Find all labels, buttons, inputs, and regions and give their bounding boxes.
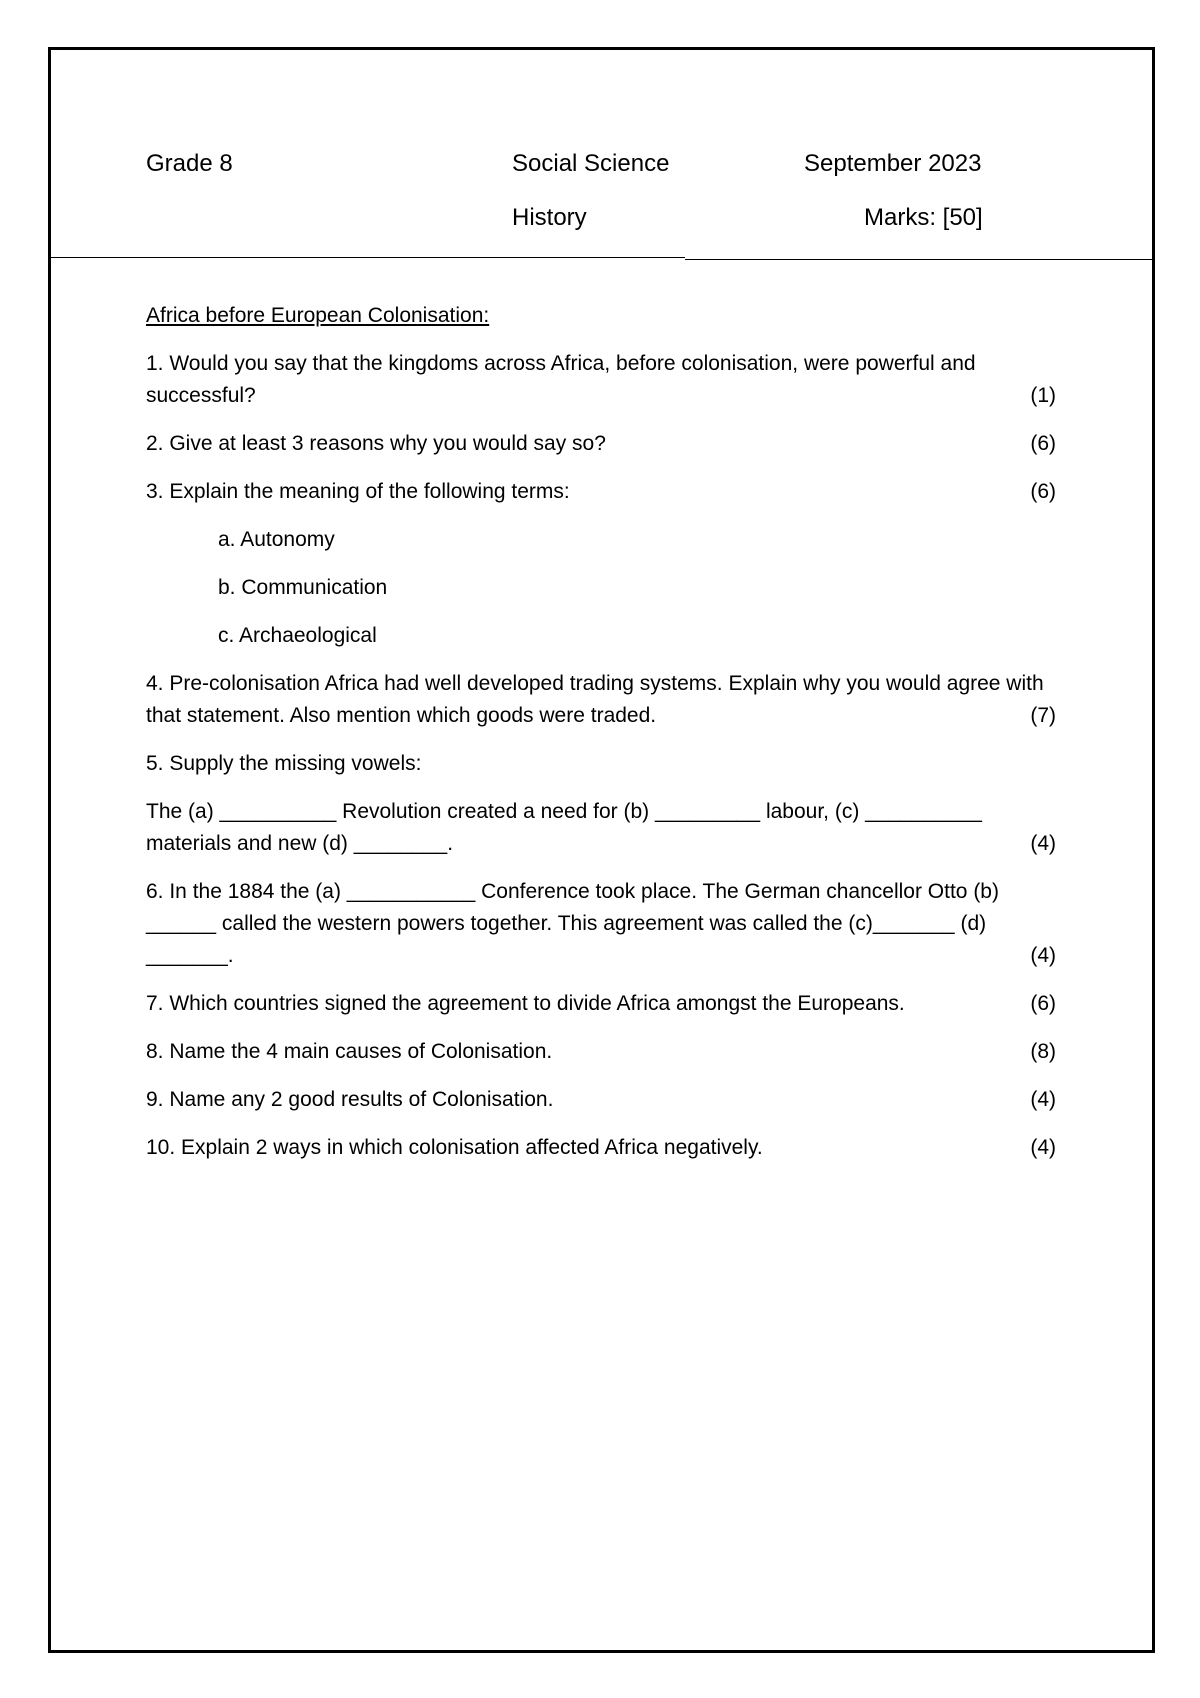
question-2 [146,428,1056,460]
question-1 [146,348,1056,412]
blank-line: 6. In the 1884 the (a) ___________ Conference took place. The German chancellor Otto (b) [146,880,999,903]
date-label: September 2023 [804,150,982,177]
grade-label: Grade 8 [146,150,233,177]
question-text: 3. Explain the meaning of the following terms: [146,480,570,503]
question-text: 4. Pre-colonisation Africa had well developed trading systems. Explain why you would agree with that statement. Also mention which goods were traded. [146,672,1044,727]
question-text: 1. Would you say that the kingdoms across Africa, before colonisation, were powerful and successful? [146,352,976,407]
blank-line: materials and new (d) ________. [146,832,454,855]
question-3 [146,476,1056,508]
question-mark: (4) [1030,1088,1056,1111]
question-text: 8. Name the 4 main causes of Colonisation. [146,1040,553,1063]
question-7 [146,988,1056,1020]
question-text: 9. Name any 2 good results of Colonisation. [146,1088,554,1111]
question-9 [146,1084,1056,1116]
question-mark: (6) [1030,480,1056,503]
question-text: 10. Explain 2 ways in which colonisation affected Africa negatively. [146,1136,763,1159]
question-mark: (4) [1030,1136,1056,1159]
question-mark: (4) [1030,832,1056,855]
term-item: b. Communication [218,576,388,599]
question-mark: (6) [1030,992,1056,1015]
marks-total: Marks: [50] [864,204,983,231]
header-divider-right [685,259,1155,260]
question-5 [146,748,1056,780]
blank-line: The (a) __________ Revolution created a need for (b) _________ labour, (c) __________ [146,800,982,823]
subject-label: Social Science [512,150,670,177]
question-mark: (6) [1030,432,1056,455]
section-title: Africa before European Colonisation: [146,304,490,327]
blank-line: ______ called the western powers together. This agreement was called the (c)_______ (d) [146,912,987,935]
fill-in-blanks-5 [146,796,1056,860]
term-item: a. Autonomy [218,528,335,551]
question-text: 2. Give at least 3 reasons why you would say so? [146,432,606,455]
blank-line: _______. [146,944,234,967]
question-mark: (8) [1030,1040,1056,1063]
term-item: c. Archaeological [218,624,377,647]
question-mark: (7) [1030,704,1056,727]
question-mark: (4) [1030,944,1056,967]
question-10 [146,1132,1056,1164]
topic-label: History [512,204,587,231]
question-8 [146,1036,1056,1068]
question-text: 5. Supply the missing vowels: [146,752,422,775]
question-mark: (1) [1030,384,1056,407]
question-text: 7. Which countries signed the agreement to divide Africa amongst the Europeans. [146,992,905,1015]
question-4 [146,668,1056,732]
question-list [146,300,1056,1180]
header-divider-left [48,257,685,258]
question-6 [146,876,1056,972]
